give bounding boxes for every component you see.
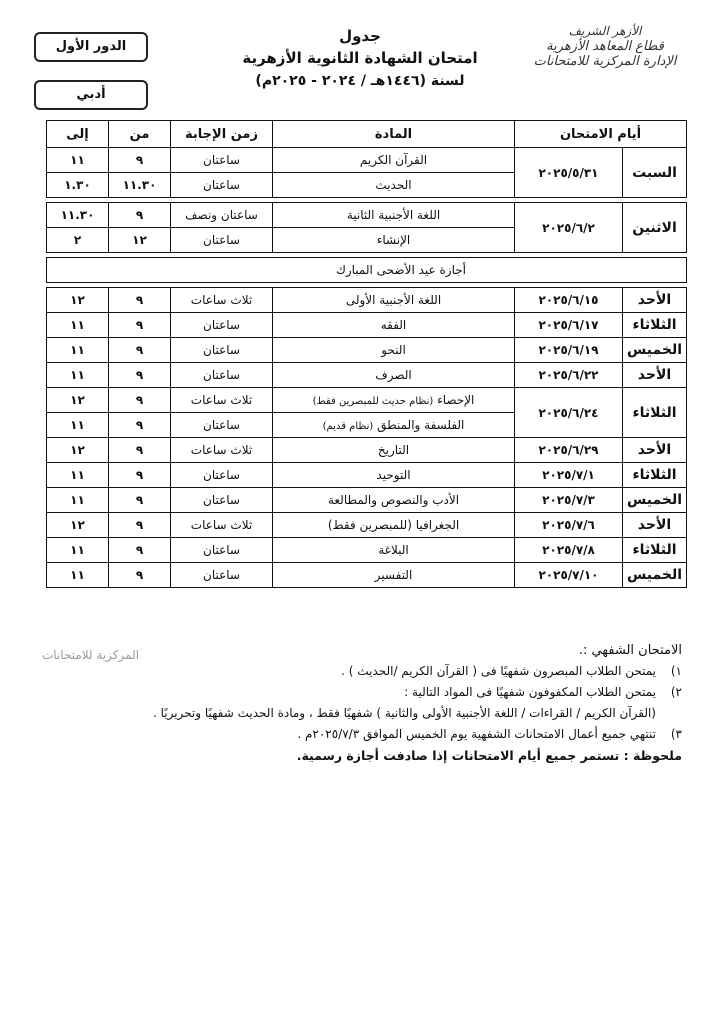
day-cell: الأحد — [623, 363, 687, 388]
from-cell: ١١.٣٠ — [109, 173, 171, 198]
subject-name: الإحصاء — [437, 393, 475, 407]
table-row — [47, 338, 687, 363]
note-item — [22, 703, 682, 724]
subject-name: البلاغة — [378, 543, 409, 557]
from-cell: ٩ — [109, 513, 171, 538]
subject-cell — [273, 563, 515, 588]
exam-schedule-table — [46, 120, 687, 588]
from-cell: ٩ — [109, 363, 171, 388]
note-item — [22, 724, 682, 745]
table-row — [47, 463, 687, 488]
day-cell: الثلاثاء — [623, 463, 687, 488]
from-cell: ٩ — [109, 463, 171, 488]
to-cell: ١١ — [47, 463, 109, 488]
to-cell: ١.٣٠ — [47, 173, 109, 198]
from-cell: ١٢ — [109, 228, 171, 253]
date-cell: ٢٠٢٥/٦/١٩ — [515, 338, 623, 363]
to-cell: ١١ — [47, 413, 109, 438]
subject-cell — [273, 338, 515, 363]
subject-cell — [273, 148, 515, 173]
duration-cell: ساعتان — [171, 413, 273, 438]
duration-cell: ساعتان — [171, 363, 273, 388]
holiday-row — [47, 258, 687, 283]
table-row — [47, 538, 687, 563]
note-item — [22, 682, 682, 703]
division-box — [34, 80, 148, 110]
subject-name: التوحيد — [376, 468, 411, 482]
subject-cell — [273, 313, 515, 338]
to-cell: ١١ — [47, 363, 109, 388]
duration-cell: ساعتان — [171, 313, 273, 338]
from-cell: ٩ — [109, 388, 171, 413]
subject-name: اللغة الأجنبية الثانية — [346, 208, 441, 222]
table-row — [47, 488, 687, 513]
date-cell: ٢٠٢٥/٥/٣١ — [515, 148, 623, 198]
table-row — [47, 388, 687, 413]
holiday-cell: أجازة عيد الأضحى المبارك — [47, 258, 687, 283]
from-cell: ٩ — [109, 563, 171, 588]
note-number: ٣) — [670, 727, 682, 741]
from-cell: ٩ — [109, 313, 171, 338]
header-from: من — [109, 121, 171, 148]
from-cell: ٩ — [109, 148, 171, 173]
subject-cell — [273, 228, 515, 253]
header-to: إلى — [47, 121, 109, 148]
to-cell: ١١ — [47, 148, 109, 173]
subject-cell — [273, 488, 515, 513]
round-label: الدور الأول — [55, 39, 127, 54]
from-cell: ٩ — [109, 488, 171, 513]
subject-cell — [273, 413, 515, 438]
day-cell: الاثنين — [623, 203, 687, 253]
duration-cell: ساعتان ونصف — [171, 203, 273, 228]
date-cell: ٢٠٢٥/٧/١٠ — [515, 563, 623, 588]
duration-cell: ساعتان — [171, 463, 273, 488]
table-row — [47, 148, 687, 173]
from-cell: ٩ — [109, 338, 171, 363]
page-title — [190, 26, 530, 92]
day-cell: الثلاثاء — [623, 313, 687, 338]
subject-cell — [273, 203, 515, 228]
subject-name: الجغرافيا (للمبصرين فقط) — [327, 518, 460, 532]
subject-name: الإنشاء — [376, 233, 411, 247]
table-header-row — [47, 121, 687, 148]
day-cell: السبت — [623, 148, 687, 198]
to-cell: ١٢ — [47, 513, 109, 538]
subject-name: القرآن الكريم — [359, 153, 428, 167]
header-subject: المادة — [273, 121, 515, 148]
logo-line1: الأزهر الشريف — [568, 24, 642, 38]
from-cell: ٩ — [109, 438, 171, 463]
note-text: تنتهي جميع أعمال الامتحانات الشفهية يوم الخميس الموافق ٢٠٢٥/٧/٣م . — [297, 727, 656, 741]
to-cell: ١٢ — [47, 438, 109, 463]
duration-cell: ساعتان — [171, 488, 273, 513]
title-line2: امتحان الشهادة الثانوية الأزهرية — [242, 49, 478, 67]
table-row — [47, 313, 687, 338]
date-cell: ٢٠٢٥/٧/٣ — [515, 488, 623, 513]
subject-cell — [273, 363, 515, 388]
duration-cell: ساعتان — [171, 228, 273, 253]
duration-cell: ثلاث ساعات — [171, 438, 273, 463]
subject-cell — [273, 438, 515, 463]
to-cell: ١١.٣٠ — [47, 203, 109, 228]
duration-cell: ثلاث ساعات — [171, 388, 273, 413]
subject-note: (نظام قديم) — [322, 421, 374, 432]
logo-line2: قطاع المعاهد الأزهرية — [546, 39, 664, 54]
from-cell: ٩ — [109, 288, 171, 313]
date-cell: ٢٠٢٥/٦/١٧ — [515, 313, 623, 338]
note-number: ١) — [670, 664, 682, 678]
day-cell: الأحد — [623, 288, 687, 313]
subject-cell — [273, 513, 515, 538]
subject-name: الأدب والنصوص والمطالعة — [327, 493, 460, 507]
header-days: أيام الامتحان — [515, 121, 687, 148]
day-cell: الخميس — [623, 563, 687, 588]
to-cell: ١٢ — [47, 388, 109, 413]
date-cell: ٢٠٢٥/٦/١٥ — [515, 288, 623, 313]
table-row — [47, 513, 687, 538]
date-cell: ٢٠٢٥/٦/٢٤ — [515, 388, 623, 438]
day-cell: الثلاثاء — [623, 538, 687, 563]
subject-name: اللغة الأجنبية الأولى — [345, 293, 442, 307]
date-cell: ٢٠٢٥/٧/٦ — [515, 513, 623, 538]
date-cell: ٢٠٢٥/٧/٨ — [515, 538, 623, 563]
subject-name: الفلسفة والمنطق — [377, 418, 465, 432]
duration-cell: ساعتان — [171, 173, 273, 198]
subject-name: الفقه — [380, 318, 407, 332]
from-cell: ٩ — [109, 538, 171, 563]
header-duration: زمن الإجابة — [171, 121, 273, 148]
date-cell: ٢٠٢٥/٧/١ — [515, 463, 623, 488]
date-cell: ٢٠٢٥/٦/٢٩ — [515, 438, 623, 463]
day-cell: الثلاثاء — [623, 388, 687, 438]
to-cell: ١١ — [47, 563, 109, 588]
watermark-text: المركزية للامتحانات — [42, 648, 140, 662]
division-label: أدبي — [76, 87, 106, 102]
to-cell: ١١ — [47, 538, 109, 563]
table-row — [47, 363, 687, 388]
duration-cell: ساعتان — [171, 338, 273, 363]
from-cell: ٩ — [109, 413, 171, 438]
duration-cell: ساعتان — [171, 148, 273, 173]
day-cell: الأحد — [623, 438, 687, 463]
notes-section — [22, 640, 682, 766]
subject-name: النحو — [381, 343, 406, 357]
to-cell: ١٢ — [47, 288, 109, 313]
note-text: يمتحن الطلاب المكفوفون شفهيًا فى المواد التالية : — [404, 685, 656, 699]
subject-note: (نظام حديث للمبصرين فقط) — [312, 396, 434, 407]
subject-cell — [273, 388, 515, 413]
day-cell: الخميس — [623, 488, 687, 513]
table-row — [47, 438, 687, 463]
subject-name: الصرف — [375, 368, 412, 382]
to-cell: ١١ — [47, 338, 109, 363]
subject-name: التاريخ — [377, 443, 410, 457]
to-cell: ١١ — [47, 313, 109, 338]
subject-cell — [273, 538, 515, 563]
from-cell: ٩ — [109, 203, 171, 228]
table-row — [47, 203, 687, 228]
note-text: يمتحن الطلاب المبصرون شفهيًا فى ( القرآن الكريم /الحديث ) . — [341, 664, 656, 678]
duration-cell: ساعتان — [171, 538, 273, 563]
duration-cell: ثلاث ساعات — [171, 288, 273, 313]
round-box — [34, 32, 148, 62]
duration-cell: ثلاث ساعات — [171, 513, 273, 538]
table-body — [47, 148, 687, 588]
date-cell: ٢٠٢٥/٦/٢ — [515, 203, 623, 253]
title-line1: جدول — [339, 27, 381, 45]
day-cell: الخميس — [623, 338, 687, 363]
logo-line3: الإدارة المركزية للامتحانات — [533, 54, 677, 69]
note-item — [22, 661, 682, 682]
note-number: ٢) — [670, 685, 682, 699]
subject-cell — [273, 463, 515, 488]
notes-heading: الامتحان الشفهي :. — [578, 643, 682, 658]
subject-name: الحديث — [375, 178, 412, 192]
subject-cell — [273, 173, 515, 198]
institution-logo — [508, 24, 702, 69]
final-remark: ملحوظة : تستمر جميع أيام الامتحانات إذا صادفت أجازة رسمية. — [296, 748, 682, 763]
duration-cell: ساعتان — [171, 563, 273, 588]
to-cell: ١١ — [47, 488, 109, 513]
subject-name: التفسير — [374, 568, 413, 582]
title-line3: لسنة (١٤٤٦هـ / ٢٠٢٤ - ٢٠٢٥م) — [255, 73, 465, 89]
table-row — [47, 563, 687, 588]
date-cell: ٢٠٢٥/٦/٢٢ — [515, 363, 623, 388]
table-row — [47, 288, 687, 313]
to-cell: ٢ — [47, 228, 109, 253]
note-text: (القرآن الكريم / القراءات / اللغة الأجنبية الأولى والثانية ) شفهيًا فقط ، ومادة الحديث شفهيًا وتحريريًا . — [152, 706, 656, 720]
subject-cell — [273, 288, 515, 313]
day-cell: الأحد — [623, 513, 687, 538]
